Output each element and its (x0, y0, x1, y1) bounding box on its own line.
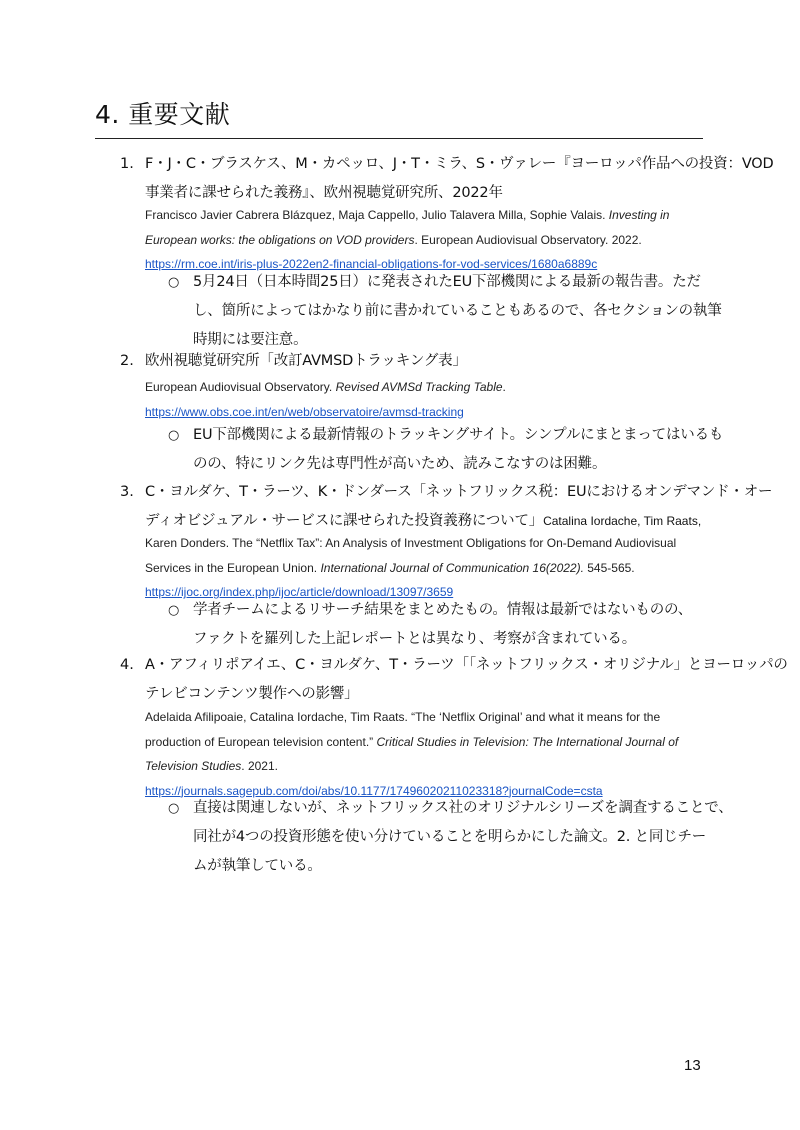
title-divider (95, 138, 703, 139)
note-line: のの、特にリンク先は専門性が高いため、読みこなすのは困難。 (193, 456, 607, 472)
citation-source: . European Audiovisual Observatory. 2022. (414, 232, 642, 247)
reference-english-citation (145, 531, 705, 605)
reference-note (193, 268, 722, 355)
citation-title: Services in the European Union. (145, 560, 321, 575)
note-line: 同社が4つの投資形態を使い分けていることを明らかにした論文。2. と同じチー (193, 829, 707, 845)
note-line: EU下部機関による最新情報のトラッキングサイト。シンプルにまとまってはいるも (193, 427, 724, 443)
circle-bullet-icon: ○ (168, 801, 180, 816)
page-number: 13 (684, 1057, 701, 1074)
circle-bullet-icon: ○ (168, 428, 180, 443)
citation-line: F・J・C・ブラスケス、M・カペッロ、J・T・ミラ、S・ヴァレー『ヨーロッパ作品への投資：VOD (145, 156, 774, 172)
citation-line: Adelaida Afilipoaie, Catalina Iordache, Tim Raats. “The ‘Netflix Original’ and what it means for the (145, 710, 661, 724)
reference-link[interactable]: https://rm.coe.int/iris-plus-2022en2-financial-obligations-for-vod-services/1680a6889c (145, 257, 598, 271)
citation-line: ディオビジュアル・サービスに課せられた投資義務について」 (145, 513, 544, 529)
reference-japanese-citation (145, 347, 710, 376)
circle-bullet-icon: ○ (168, 275, 180, 290)
citation-line: A・アフィリポアイエ、C・ヨルダケ、T・ラーツ「「ネットフリックス・オリジナル」とヨーロッパの (145, 657, 788, 673)
citation-line: 欧州視聴覚研究所「改訂AVMSDトラッキング表」 (145, 353, 467, 369)
reference-japanese-citation (145, 150, 774, 208)
citation-line: Karen Donders. The “Netflix Tax”: An Analysis of Investment Obligations for On-Demand Audiovisual (145, 536, 677, 550)
reference-japanese-citation (145, 651, 788, 709)
reference-number: 1. (120, 156, 134, 172)
citation-pages: 545-565. (583, 560, 635, 575)
reference-link[interactable]: https://journals.sagepub.com/doi/abs/10.1177/17496020211023318?journalCode=csta (145, 783, 603, 798)
citation-title: European works: the obligations on VOD providers (145, 232, 415, 247)
citation-line: 事業者に課せられた義務』、欧州視聴覚研究所、2022年 (145, 185, 503, 201)
citation-line: C・ヨルダケ、T・ラーツ、K・ドンダース「ネットフリックス税：EUにおけるオンデマンド・オー (145, 484, 773, 500)
citation-authors: Catalina Iordache, Tim Raats, (543, 514, 702, 528)
note-line: 学者チームによるリサーチ結果をまとめたもの。情報は最新ではないものの、 (193, 602, 693, 618)
reference-number: 2. (120, 353, 134, 369)
note-line: 直接は関連しないが、ネットフリックス社のオリジナルシリーズを調査することで、 (193, 800, 733, 816)
note-line: ムが執筆している。 (193, 858, 322, 874)
citation-journal: International Journal of Communication 16(2022). (320, 560, 584, 575)
citation-title: production of European television content.” (145, 734, 377, 749)
citation-journal: Critical Studies in Television: The International Journal of (376, 734, 679, 749)
citation-authors: European Audiovisual Observatory. (145, 380, 336, 394)
circle-bullet-icon: ○ (168, 603, 180, 618)
reference-link[interactable]: https://www.obs.coe.int/en/web/observatoire/avmsd-tracking (145, 404, 464, 419)
note-line: 時期には要注意。 (193, 332, 308, 348)
reference-number: 4. (120, 657, 134, 673)
reference-english-citation (145, 203, 705, 277)
reference-number: 3. (120, 484, 134, 500)
page-title: 4. 重要文献 (95, 100, 231, 129)
reference-english-citation (145, 705, 705, 803)
citation-authors: Francisco Javier Cabrera Blázquez, Maja Cappello, Julio Talavera Milla, Sophie Valais. (145, 208, 609, 222)
citation-journal: Television Studies (145, 759, 242, 773)
citation-year: . 2021. (241, 759, 278, 773)
citation-line: テレビコンテンツ製作への影響」 (145, 686, 359, 702)
reference-english-citation: European Audiovisual Observatory. Revised AVMSd Tracking Table. https://www.obs.coe.int/en/web/observatoire/avmsd-tracking (145, 380, 506, 419)
reference-link[interactable]: https://ijoc.org/index.php/ijoc/article/download/13097/3659 (145, 585, 454, 599)
note-line: ファクトを羅列した上記レポートとは異なり、考察が含まれている。 (193, 631, 637, 647)
reference-note (193, 794, 733, 881)
note-line: 5月24日（日本時間25日）に発表されたEU下部機関による最新の報告書。ただ (193, 274, 701, 290)
reference-japanese-citation (145, 478, 773, 536)
note-line: し、箇所によってはかなり前に書かれていることもあるので、各セクションの執筆 (193, 303, 722, 319)
reference-note (193, 421, 724, 479)
reference-note (193, 596, 708, 654)
citation-title: Revised AVMSd Tracking Table (335, 380, 503, 394)
citation-title: Investing in (608, 208, 670, 222)
